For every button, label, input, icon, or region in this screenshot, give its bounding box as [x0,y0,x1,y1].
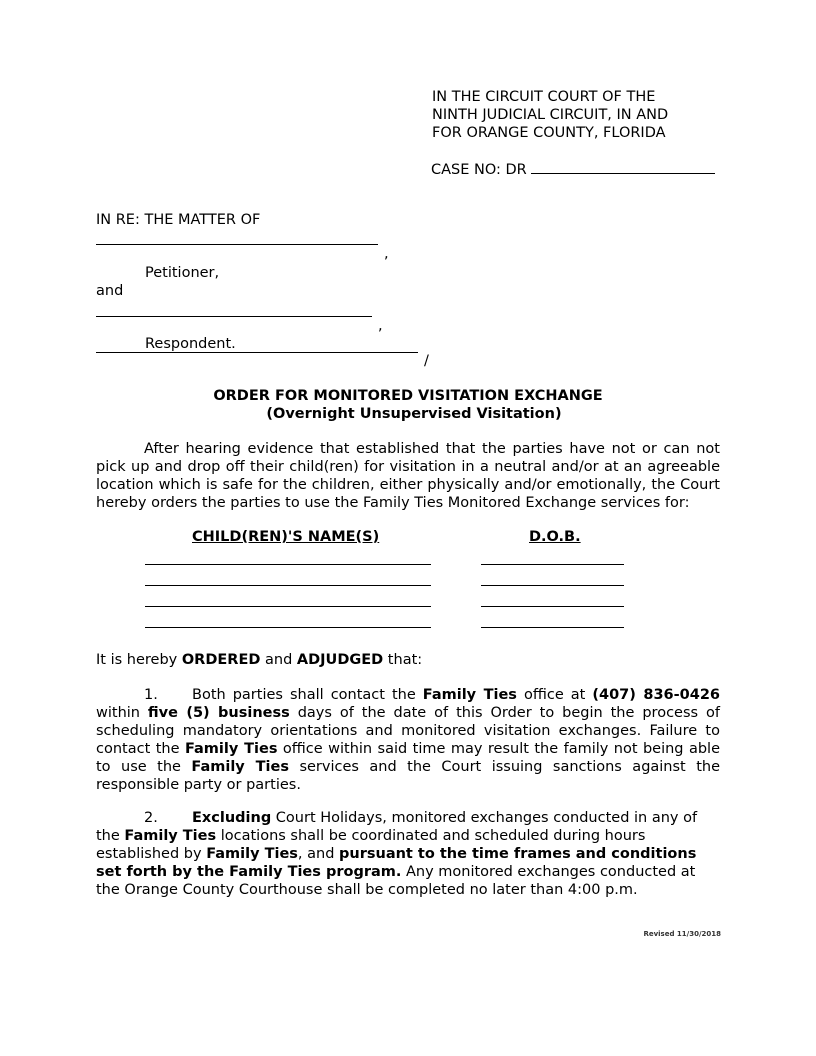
order-item-1: 1. Both parties shall contact the Family Ties office at (407) 836-0426 within five (5) business days of the date of this Order to begin the process of scheduling mandatory orientations and monitored visitation exchanges. Failure to contact the Family Ties office within said time may result the family not being able to use the Family Ties services and the Court issuing sanctions against the responsible party or parties. [96,687,721,793]
ordered-text: ORDERED [181,652,261,668]
and-label: and [96,283,124,299]
in-re-heading: IN RE: THE MATTER OF [96,212,261,228]
adjudged-text: ADJUDGED [296,652,384,668]
ordered-adjudged-line [96,651,422,669]
document-subtitle: (Overnight Unsupervised Visitation) [266,406,562,422]
ordered-post-text: that: [383,652,423,668]
child-name-field[interactable] [145,627,431,628]
child-dob-field[interactable] [481,564,624,565]
case-number [431,159,715,179]
respondent-name-field[interactable] [96,316,372,317]
revision-date: Revised 11/30/2018 [643,930,721,938]
caption-slash: / [424,353,429,369]
intro-paragraph [96,440,720,512]
court-caption-line: IN THE CIRCUIT COURT OF THE [432,89,656,105]
ordered-and-text: and [260,652,297,668]
respondent-label: Respondent. [145,336,236,352]
child-dob-field[interactable] [481,606,624,607]
order-item-2: 2. Excluding Court Holidays, monitored exchanges conducted in any of the Family Ties locations shall be coordinated and scheduled during hours established by Family Ties, and pursuant to the time frames and conditions set forth by the Family Ties program. Any monitored exchanges conducted at the Orange County Courthouse shall be completed no later than 4:00 p.m. [96,810,698,898]
family-ties-phone: (407) 836-0426 [592,687,721,703]
respondent-comma: , [378,318,383,334]
petitioner-label: Petitioner, [145,265,220,281]
court-caption [432,88,732,142]
document-title: ORDER FOR MONITORED VISITATION EXCHANGE [213,388,603,404]
court-caption-line: FOR ORANGE COUNTY, FLORIDA [432,125,666,141]
ordered-pre-text: It is hereby [96,652,182,668]
court-caption-line: NINTH JUDICIAL CIRCUIT, IN AND [432,107,669,123]
child-name-field[interactable] [145,564,431,565]
child-name-field[interactable] [145,606,431,607]
child-dob-field[interactable] [481,585,624,586]
children-dob-header: D.O.B. [529,529,581,545]
child-dob-field[interactable] [481,627,624,628]
petitioner-comma: , [384,246,389,262]
item-2-number: 2. [144,810,158,826]
case-number-label: CASE NO: DR [431,162,527,178]
item-1-number: 1. [144,687,158,703]
children-name-header: CHILD(REN)'S NAME(S) [192,529,380,545]
intro-text: After hearing evidence that established that the parties have not or can not pick up and drop off their child(ren) for visitation in a neutral and/or at an agreeable location which is safe for the children, either physically and/or emotionally, the Court hereby orders the parties to use the Family Ties Monitored Exchange services for: [96,441,720,511]
child-name-field[interactable] [145,585,431,586]
caption-divider-line [96,352,418,353]
petitioner-name-field[interactable] [96,244,378,245]
case-number-field[interactable] [531,159,715,174]
